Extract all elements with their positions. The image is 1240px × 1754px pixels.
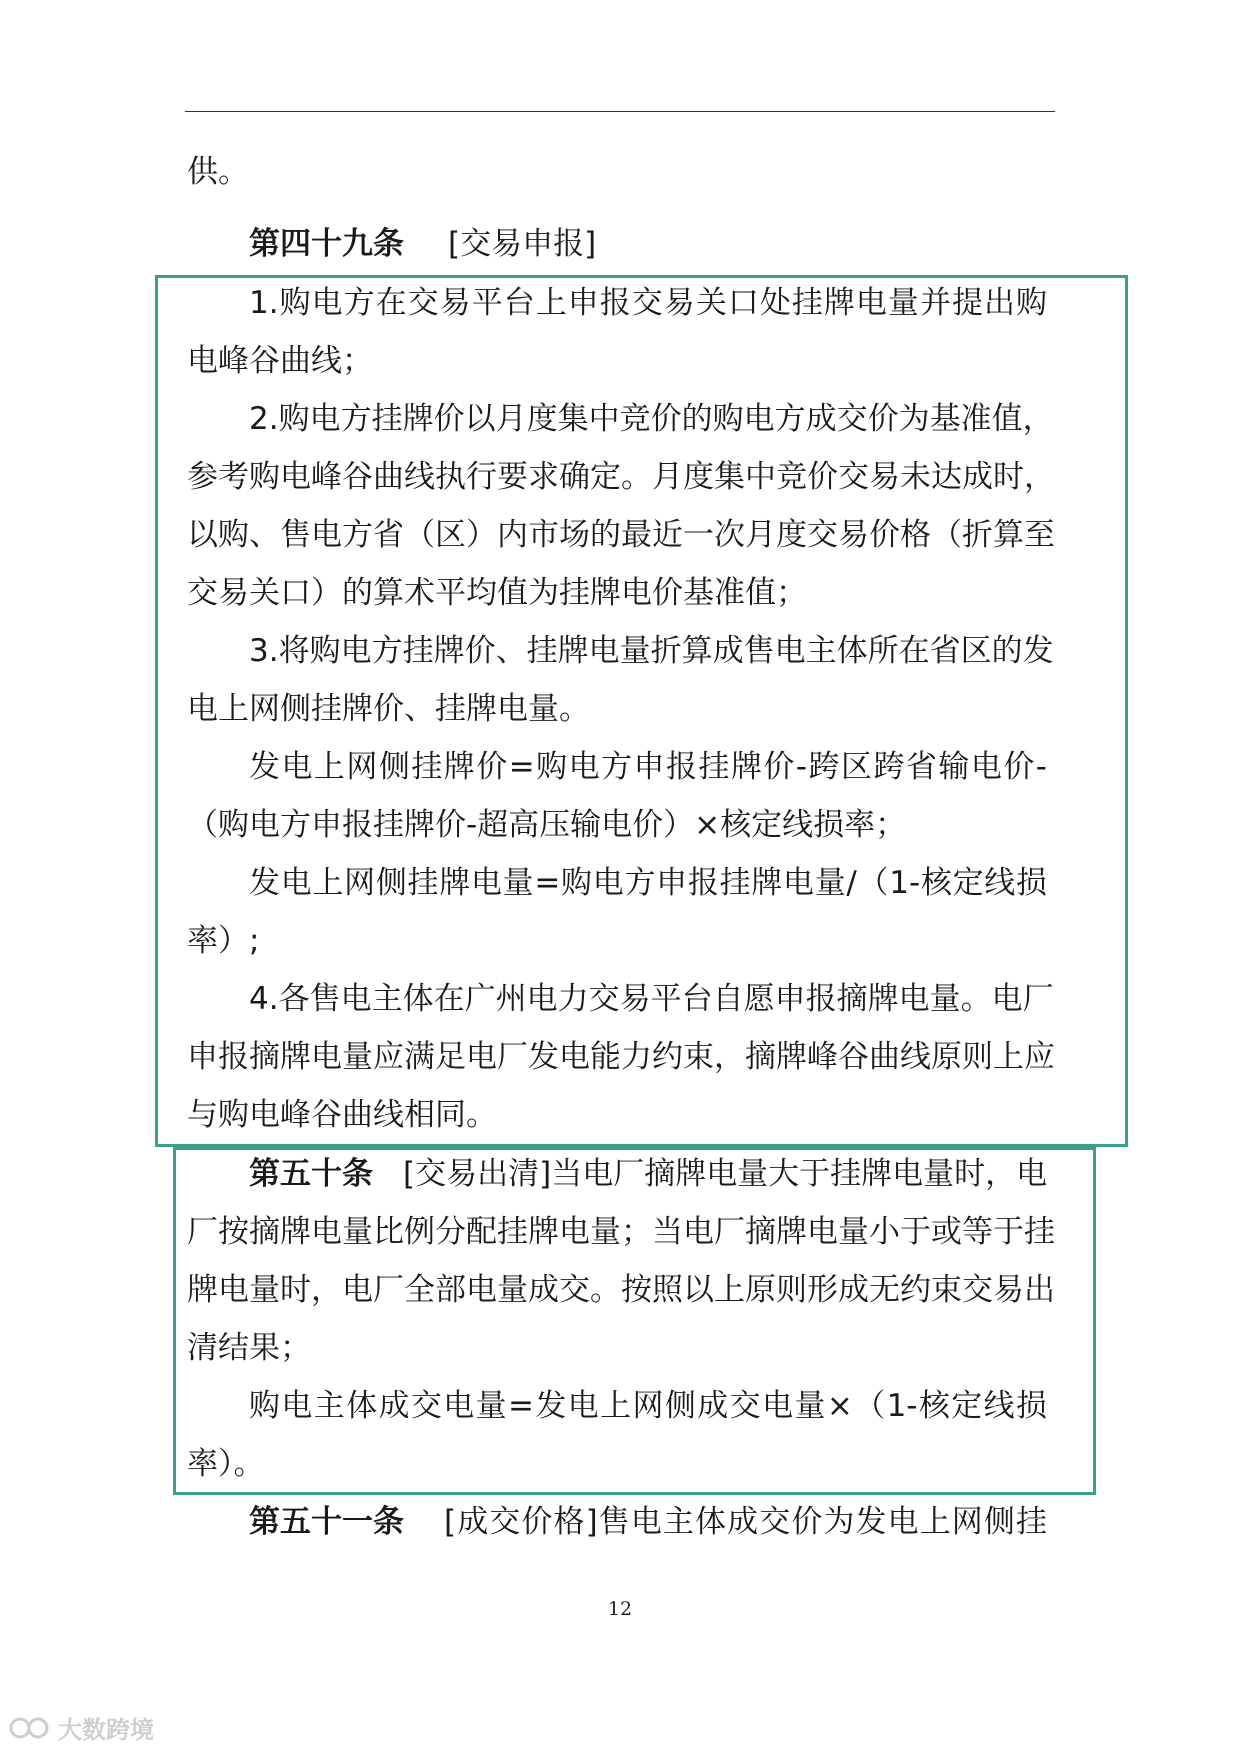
text-line: 电峰谷曲线；: [187, 343, 373, 379]
text-line: 电上网侧挂牌价、挂牌电量。: [187, 691, 590, 727]
article-body: [交易出清]当电厂摘牌电量大于挂牌电量时，电: [403, 1156, 1048, 1192]
article-51-heading: [249, 1502, 1047, 1542]
watermark-logo-icon: [8, 1714, 52, 1742]
text-line: 4.各售电主体在广州电力交易平台自愿申报摘牌电量。电厂: [249, 981, 1054, 1017]
text-line: 牌电量时，电厂全部电量成交。按照以上原则形成无约束交易出: [187, 1272, 1055, 1308]
article-number: 第五十条: [249, 1156, 373, 1192]
watermark: [8, 1710, 154, 1745]
text-line: 1.购电方在交易平台上申报交易关口处挂牌电量并提出购: [249, 285, 1047, 321]
formula-line: 发电上网侧挂牌价=购电方申报挂牌价-跨区跨省输电价-: [249, 749, 1047, 785]
highlight-box-article-50: [173, 1147, 1096, 1495]
formula-line: 购电主体成交电量=发电上网侧成交电量×（1-核定线损: [249, 1388, 1047, 1424]
text-line: 供。: [187, 154, 249, 190]
article-title: [交易申报]: [448, 226, 597, 262]
text-line: 以购、售电方省（区）内市场的最近一次月度交易价格（折算至: [187, 517, 1055, 553]
formula-line: （购电方申报挂牌价-超高压输电价）×核定线损率；: [187, 807, 907, 843]
text-line: 2.购电方挂牌价以月度集中竞价的购电方成交价为基准值，: [249, 401, 1054, 437]
text-line: 3.将购电方挂牌价、挂牌电量折算成售电主体所在省区的发: [249, 633, 1054, 669]
formula-line: 发电上网侧挂牌电量=购电方申报挂牌电量/（1-核定线损: [249, 865, 1047, 901]
text-line: 申报摘牌电量应满足电厂发电能力约束，摘牌峰谷曲线原则上应: [187, 1039, 1055, 1075]
page-number: 12: [607, 1598, 633, 1620]
article-50-heading: [249, 1154, 1047, 1194]
article-number: 第四十九条: [249, 226, 404, 262]
text-line: 交易关口）的算术平均值为挂牌电价基准值；: [187, 575, 807, 611]
formula-line: 率）。: [187, 1446, 265, 1482]
watermark-text: 大数跨境: [58, 1716, 154, 1744]
text-line: 清结果；: [187, 1330, 311, 1366]
text-line: 参考购电峰谷曲线执行要求确定。月度集中竞价交易未达成时，: [187, 459, 1055, 495]
text-line: 厂按摘牌电量比例分配挂牌电量；当电厂摘牌电量小于或等于挂: [187, 1214, 1055, 1250]
text-line: 与购电峰谷曲线相同。: [187, 1097, 497, 1133]
article-49-heading: [249, 224, 596, 264]
header-rule: [185, 111, 1055, 112]
article-body: [成交价格]售电主体成交价为发电上网侧挂: [444, 1504, 1047, 1540]
formula-line: 率）;: [187, 923, 260, 959]
article-number: 第五十一条: [249, 1504, 404, 1540]
